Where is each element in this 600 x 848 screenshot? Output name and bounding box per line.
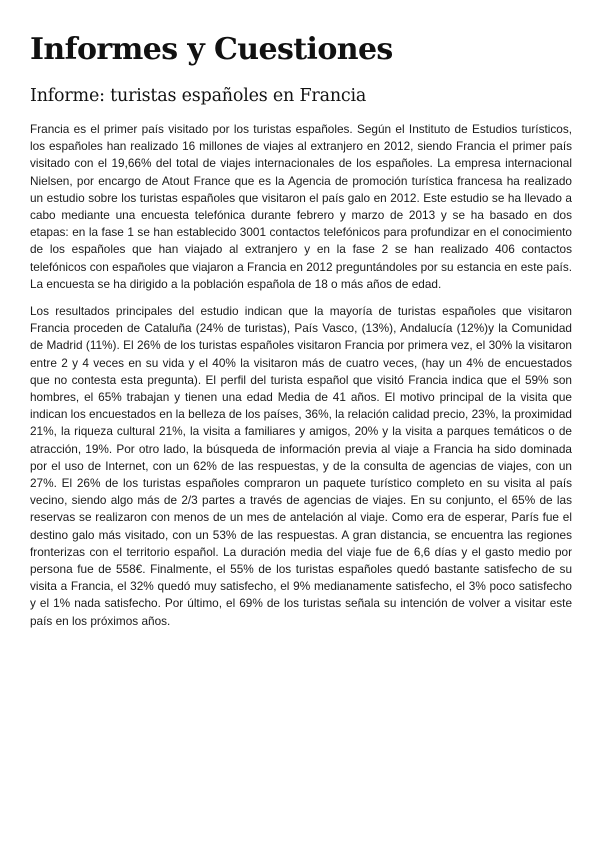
paragraph-results: Los resultados principales del estudio indican que la mayoría de turistas españoles que visitaron Francia proceden de Cataluña (24% de turistas), País Vasco, (13%), Andalucía (12%)y la Comunidad de Madrid (11%). El 26% de los turistas españoles visitaron Francia por primera vez, el 30% la visitaron entre 2 y 4 veces en su vida y el 40% la visitaron más de cuatro veces, (hay un 4% de encuestados que no contesta esta pregunta). El perfil del turista español que visitó Francia indica que el 59% son hombres, el 65% trabajan y tienen una edad Media de 41 años. El motivo principal de la visita que indican los encuestados en la belleza de los países, 36%, la relación calidad precio, 23%, la proximidad 21%, la riqueza cultural 21%, la visita a familiares y amigos, 20% y la visita a parques temáticos o de atracción, 19%. Por otro lado, la búsqueda de información previa al viaje a Francia ha sido dominada por el uso de Internet, con un 62% de las respuestas, y de la consulta de agencias de viajes, con un 27%. El 26% de los turistas españoles compraron un paquete turístico completo en su visita al país vecino, siendo algo más de 2/3 partes a través de agencias de viajes. En su conjunto, el 65% de las reservas se realizaron con menos de un mes de antelación al viaje. Como era de esperar, París fue el destino galo más visitado, con un 53% de las respuestas. A gran distancia, se encuentra las regiones fronterizas con el territorio español. La duración media del viaje fue de 6,6 días y el gasto medio por persona fue de 558€. Finalmente, el 55% de los turistas españoles quedó bastante satisfecho de su visita a Francia, el 32% quedó muy satisfecho, el 9% medianamente satisfecho, el 3% poco satisfecho y el 1% nada satisfecho. Por último, el 69% de los turistas señala su intención de volver a visitar este país en los próximos años.	[30, 304, 572, 628]
report-subtitle: Informe: turistas españoles en Francia	[30, 86, 367, 106]
document-page	[30, 30, 572, 640]
page-title: Informes y Cuestiones	[30, 32, 393, 67]
paragraph-intro: Francia es el primer país visitado por los turistas españoles. Según el Instituto de Estudios turísticos, los españoles han realizado 16 millones de viajes al extranjero en 2012, siendo Francia el primer país visitado con el 19,66% del total de viajes internacionales de los españoles. La empresa internacional Nielsen, por encargo de Atout France que es la Agencia de promoción turística francesa ha realizado un estudio sobre los turistas españoles que visitaron el país galo en 2012. Este estudio se ha llevado a cabo mediante una encuesta telefónica durante febrero y marzo de 2013 y se ha basado en dos etapas: en la fase 1 se han establecido 3001 contactos telefónicos para profundizar en el conocimiento de los españoles que han viajado al extranjero y en la fase 2 se han realizado 406 contactos telefónicos con españoles que viajaron a Francia en 2012 preguntándoles por su estancia en este país. La encuesta se ha dirigido a la población española de 18 o más años de edad.	[30, 122, 572, 291]
